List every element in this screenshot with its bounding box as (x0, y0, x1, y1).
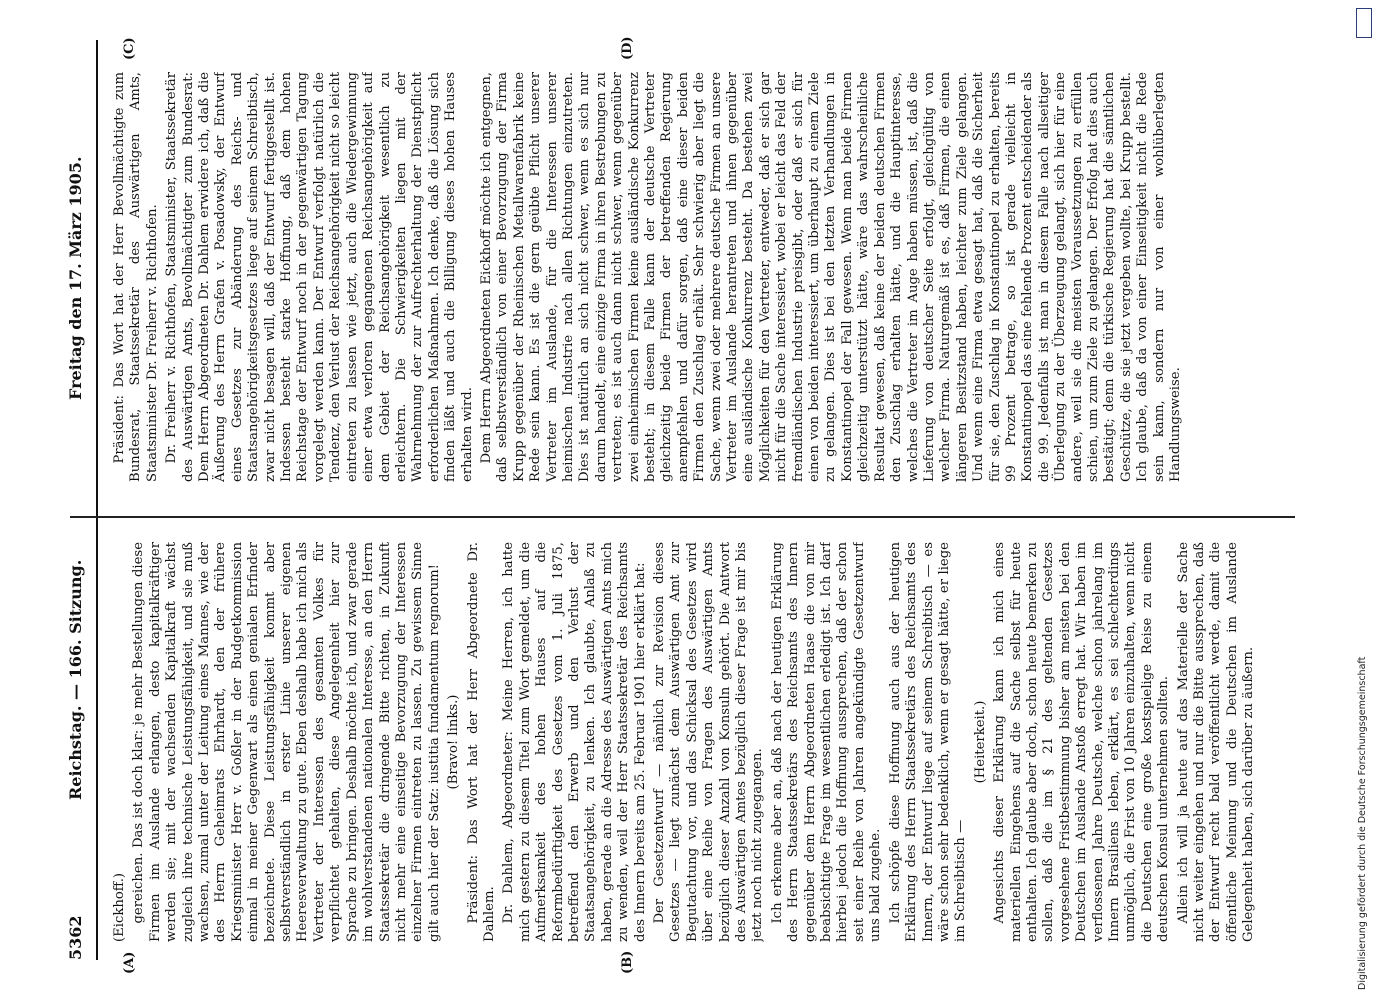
quotation: Der Gesetzentwurf — nämlich zur Revision dieses Gesetzes — liegt zunächst dem Auswärtigen Amt zur Begutachtung vor, und das Schicksal des Gesetzes wird über eine Reihe von Fragen des Auswärtigen Amts bezüglich dieser Anzahl von Konsuln gehört. Die Antwort des Auswärtigen Amtes bezüglich dieser Frage ist mir bis jetzt noch nicht zugegangen. (652, 542, 766, 942)
right-column (112, 72, 1292, 482)
paragraph: Präsident: Das Wort hat der Herr Abgeordnete Dr. Dahlem. (465, 542, 497, 942)
applause-note: (Bravo! links.) (446, 694, 462, 790)
paragraph: Ich erkenne aber an, daß nach der heutigen Erklärung des Herrn Staatssekretärs des Reichsamts des Innern gegenüber dem Herrn Abgeordneten Haase die von mir beabsichtigte Frage im wesentlichen erledigt ist. Ich darf hierbei jedoch die Hoffnung aussprechen, daß der schon seit einer Reihe von Jahren angekündigte Gesetzentwurf uns bald zugehe. (769, 542, 884, 942)
speaker-tag: (Eickhoff.) (112, 872, 127, 942)
document-page (30, 20, 1320, 980)
digitization-credit (1352, 10, 1374, 990)
paragraph: Allein ich will ja heute auf das Materielle der Sache nicht weiter eingehen und nur die Bitte aussprechen, daß der Entwurf recht bald veröffentlicht werde, damit die öffentliche Meinung und die Deutschen im Auslande Gelegenheit haben, sich darüber zu äußern. (1175, 542, 1257, 942)
left-column (112, 542, 1292, 942)
paragraph: Dem Herrn Abgeordneten Eickhoff möchte ich entgegnen, daß selbstverständlich von einer Bevorzugung der Firma Krupp gegenüber der Rheinischen Metallwarenfabrik keine Rede sein kann. Es ist die gern geübte Pflicht unserer Vertreter im Auslande, für die Interessen unserer heimischen Industrie nach allen Richtungen einzutreten. Dies ist natürlich an sich nicht schwer, wenn es sich nur darum handelt, eine einzige Firma in ihren Bestrebungen zu vertreten; es ist auch dann nicht schwer, wenn gegenüber zwei einheimischen Firmen keine ausländische Konkurrenz besteht; in diesem Falle kann der deutsche Vertreter gleichzeitig beide Firmen der betreffenden Regierung anempfehlen und dafür sorgen, daß eine dieser beiden Firmen den Zuschlag erhält. Sehr schwierig aber liegt die Sache, wenn zwei oder mehrere deutsche Firmen an unsere Vertreter im Auslande herantreten und ihnen gegenüber eine ausländische Konkurrenz besteht. Da bestehen zwei Möglichkeiten für den Vertreter, entweder, daß er sich gar nicht für die Sache interessiert, wobei er leicht das Feld der fremdländischen Industrie preisgibt, oder daß er sich für einen von beiden interessiert, um überhaupt zu einem Ziele zu gelangen. Dies ist bei den letzten Verhandlungen in Konstantinopel der Fall gewesen. Wenn man beide Firmen gleichzeitig unterstützt hätte, wäre das wahrscheinliche Resultat gewesen, daß keine der beiden deutschen Firmen den Zuschlag erhalten hätte, und die Hauptinteresse, welches die Vertreter im Auge haben müssen, ist, daß die Lieferung von deutscher Seite erfolgt, gleichgültig von welcher Firma. Naturgemäß ist es, daß Firmen, die einen längeren Besitzstand haben, leichter zum Ziele gelangen. Und wenn eine Firma etwa gesagt hat, daß die Sicherheit für sie, den Zuschlag in Konstantinopel zu erhalten, bereits 99 Prozent betrage, so ist gerade vielleicht in Konstantinopel das eine fehlende Prozent entscheidender als die 99. Jedenfalls ist man in diesem Falle nach allseitiger Überlegung zu der Überzeugung gelangt, sich hier für eine andere, weil sie die meisten Voraussetzungen zu erfüllen schien, um zum Ziele zu gelangen. Der Erfolg hat dies auch bestätigt; denn die türkische Regierung hat die sämtlichen Geschütze, die sie jetzt vergeben wollte, bei Krupp bestellt. Ich glaube, daß da von einer Einseitigkeit nicht die Rede sein kann, sondern nur von einer wohlüberlegten Handlungsweise. (478, 72, 1183, 482)
paragraph: Präsident: Das Wort hat der Herr Bevollmächtigte zum Bundesrat, Staatssekretär des Auswärtigen Amts, Staatsminister Dr. Freiherr v. Richthofen. (112, 72, 160, 482)
page-number: 5362 (66, 915, 85, 960)
laughter-note: (Heiterkeit.) (972, 700, 988, 784)
session-title: Reichstag. — 166. Sitzung. (66, 559, 85, 800)
paragraph: gereichen. Das ist doch klar: je mehr Bestellungen diese Firmen im Auslande erlangen, desto kapitalkräftiger werden sie; mit der wachsenden Kapitalkraft wächst zugleich ihre technische Leistungsfähigkeit, und sie muß wachsen, zumal unter der Leitung eines Mannes, wie der des Herrn Geheimrats Ehrhardt, den der frühere Kriegsminister Herr v. Goßler in der Budgetkommission einmal in meiner Gegenwart als einen genialen Erfinder bezeichnete. Diese Leistungsfähigkeit kommt aber selbstverständlich in erster Linie unserer eigenen Heeresverwaltung zu gute. Eben deshalb habe ich mich als Vertreter der Interessen des gesamten Volkes für verpflichtet gehalten, diese Angelegenheit hier zur Sprache zu bringen. Deshalb möchte ich, und zwar gerade im wohlverstandenen nationalen Interesse, an den Herrn Staatssekretär die dringende Bitte richten, in Zukunft nicht mehr eine einseitige Bevorzugung der Interessen einzelner Firmen eintreten zu lassen. Zu gewissem Sinne gilt auch hier der Satz: iustitia fundamentum regnorum! (131, 542, 442, 942)
paragraph: Dr. Freiherr v. Richthofen, Staatsminister, Staatssekretär des Auswärtigen Amts, Bevollmächtigter zum Bundesrat: Dem Herrn Abgeordneten Dr. Dahlem erwidere ich, daß die Äußerung des Herrn Grafen v. Posadowsky, der Entwurf eines Gesetzes zur Abänderung des Reichs- und Staatsangehörigkeitsgesetzes liege auf seinem Schreibtisch, zwar nicht besagen will, daß der Entwurf fertiggestellt ist. Indessen besteht starke Hoffnung, daß dem hohen Reichstage der Entwurf noch in der gegenwärtigen Tagung vorgelegt werden kann. Der Entwurf verfolgt natürlich die Tendenz, den Verlust der Reichsangehörigkeit nicht so leicht eintreten zu lassen wie jetzt, auch die Wiedergewinnung einer etwa verloren gegangenen Reichsangehörigkeit auf dem Gebiet der Reichsangehörigkeit wesentlich zu erleichtern. Die Schwierigkeiten liegen mit der Wahrnehmung der zur Aufrechterhaltung der Dienstpflicht erforderlichen Maßnahmen. Ich denke, daß die Lösung sich finden läßt und auch die Billigung dieses hohen Hauses erhalten wird. (164, 72, 475, 482)
paragraph: Dr. Dahlem, Abgeordneter: Meine Herren, ich hatte mich gestern zu diesem Titel zum Wort gemeldet, um die Aufmerksamkeit des hohen Hauses auf die Reformbedürftigkeit des Gesetzes vom 1. Juli 1875, betreffend den Erwerb und den Verlust der Staatsangehörigkeit, zu lenken. Ich glaubte, Anlaß zu haben, gerade an die Adresse des Auswärtigen Amts mich zu wenden, weil der Herr Staatssekretär des Reichsamts des Innern bereits am 25. Februar 1901 hier erklärt hat: (501, 542, 648, 942)
session-date: Freitag den 17. März 1905. (66, 156, 85, 400)
margin-mark-a: (A) (122, 951, 137, 974)
credit-text: Digitalisierung gefördert durch die Deutsche Forschungsgemeinschaft (1357, 656, 1368, 990)
margin-mark-d: (D) (620, 36, 635, 60)
page-header (60, 40, 98, 960)
column-divider (70, 516, 1295, 518)
margin-mark-b: (B) (620, 950, 635, 974)
paragraph: Ich schöpfe diese Hoffnung auch aus der heutigen Erklärung des Herrn Staatssekretärs des Reichsamts des Innern, der Entwurf liege auf seinem Schreibtisch — es wäre schon sehr bedenklich, wenn er gesagt hätte, er liege im Schreibtisch — (887, 542, 969, 942)
paragraph: Angesichts dieser Erklärung kann ich mich eines materiellen Eingehens auf die Sache selbst für heute enthalten. Ich glaube aber doch, schon heute bemerken zu sollen, daß die im § 21 des geltenden Gesetzes vorgesehene Fristbestimmung bisher am meisten bei den Deutschen im Auslande Anstoß erregt hat. Wir haben im verflossenen Jahre Deutsche, welche schon jahrelang im Innern Brasiliens leben, erklärt, es sei schlechterdings unmöglich, die Frist von 10 Jahren einzuhalten, wenn nicht die Deutschen eine große kostspielige Reise zu einem deutschen Konsul unternehmen sollten. (992, 542, 1172, 942)
margin-mark-c: (C) (122, 37, 137, 60)
